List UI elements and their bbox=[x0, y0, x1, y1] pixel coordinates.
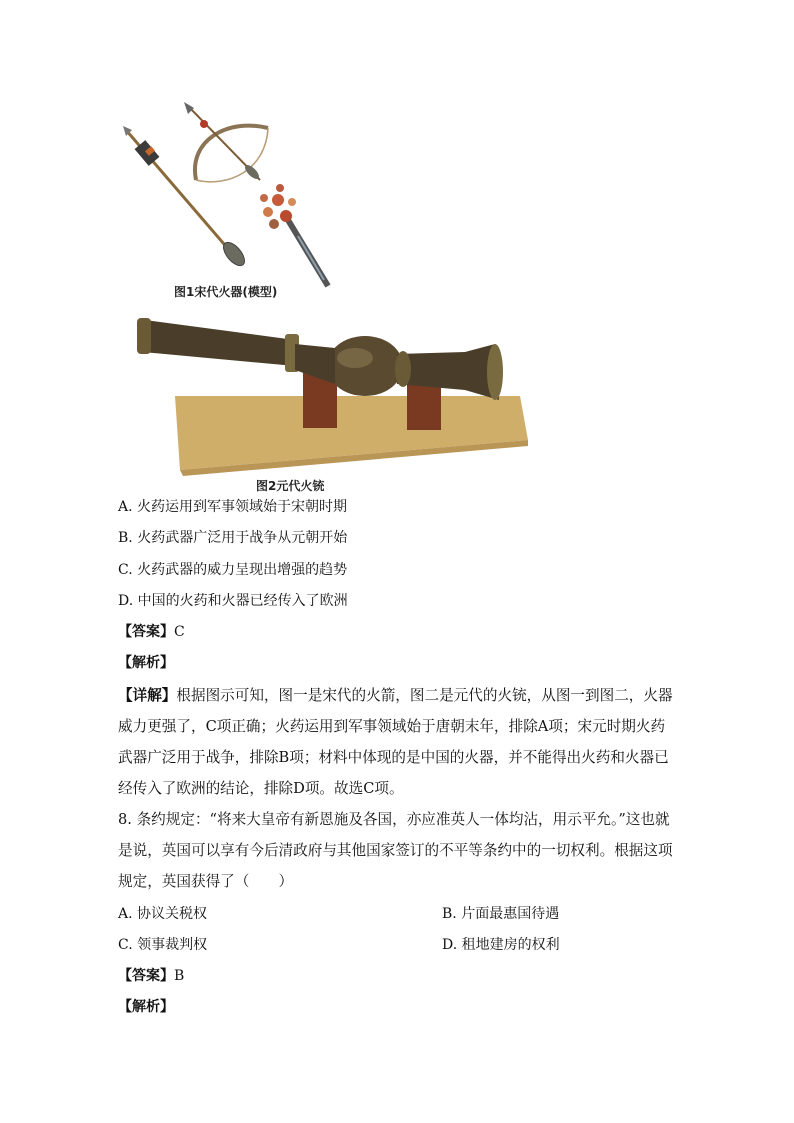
fire-arrow-icon bbox=[260, 184, 328, 286]
q8-option-d: D. 租地建房的权利 bbox=[442, 937, 560, 953]
q7-analysis-heading bbox=[118, 653, 174, 673]
q8-answer-label: 【答案】 bbox=[118, 968, 174, 984]
figure1-caption: 图1宋代火器(模型) bbox=[174, 285, 278, 299]
q8-option-b: B. 片面最惠国待遇 bbox=[442, 906, 560, 922]
figure2-caption: 图2元代火铳 bbox=[256, 479, 325, 493]
q7-option-a: A. 火药运用到军事领域始于宋朝时期 bbox=[118, 499, 348, 515]
bow-icon bbox=[184, 102, 268, 182]
song-firearms-image bbox=[118, 100, 348, 290]
q8-option-a: A. 协议关税权 bbox=[118, 906, 208, 922]
q7-answer-label: 【答案】 bbox=[118, 624, 174, 640]
figure-song-firearms bbox=[118, 100, 348, 290]
cannon-icon bbox=[135, 308, 530, 476]
q7-detail bbox=[118, 680, 678, 804]
q8-answer-value: B bbox=[174, 968, 185, 984]
figure-yuan-cannon bbox=[135, 308, 530, 476]
q8-stem: 8. 条约规定：“将来大皇帝有新恩施及各国，亦应准英人一体均沾，用示平允。”这也就是说，英国可以享有今后清政府与其他国家签订的不平等条约中的一切权利。根据这项规定，英国获得了（ ） bbox=[118, 811, 673, 890]
q7-analysis-label: 【解析】 bbox=[118, 655, 174, 671]
q7-answer-value: C bbox=[174, 624, 185, 640]
q8-answer bbox=[118, 966, 184, 986]
q8-analysis-label: 【解析】 bbox=[118, 999, 174, 1015]
q7-option-d: D. 中国的火药和火器已经传入了欧洲 bbox=[118, 593, 348, 609]
q7-option-c: C. 火药武器的威力呈现出增强的趋势 bbox=[118, 562, 348, 578]
q7-detail-label: 【详解】 bbox=[118, 687, 177, 704]
q7-detail-text: 根据图示可知，图一是宋代的火箭，图二是元代的火铳，从图一到图二，火器威力更强了，C项正确；火药运用到军事领域始于唐朝末年，排除A项；宋元时期火药武器广泛用于战争，排除B项；材料中体现的是中国的火器，并不能得出火药和火器已经传入了欧洲的结论，排除D项。故选C项。 bbox=[118, 687, 673, 797]
q7-option-b: B. 火药武器广泛用于战争从元朝开始 bbox=[118, 530, 348, 546]
q8-analysis-heading bbox=[118, 997, 174, 1017]
q7-answer bbox=[118, 622, 185, 642]
q8-option-c: C. 领事裁判权 bbox=[118, 937, 208, 953]
